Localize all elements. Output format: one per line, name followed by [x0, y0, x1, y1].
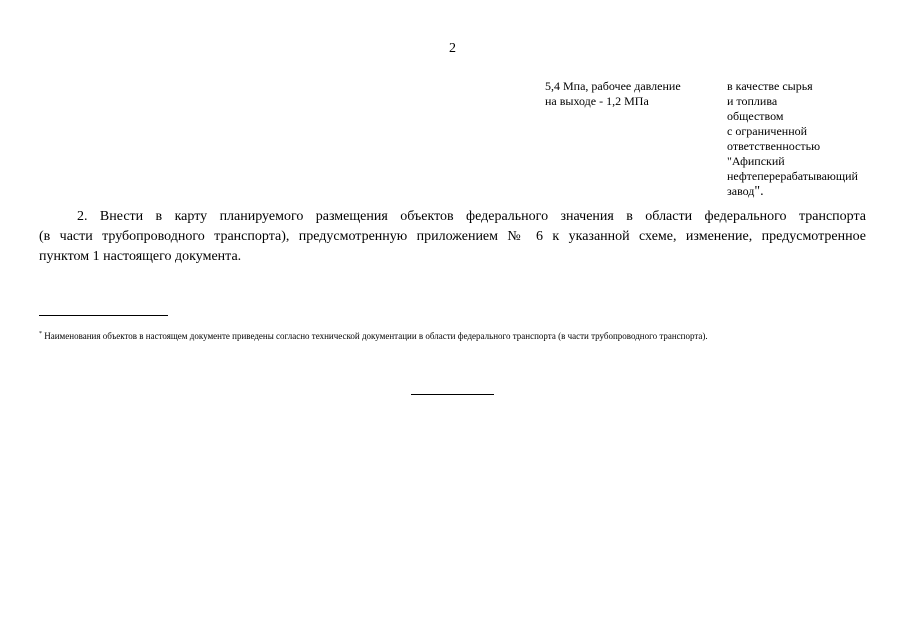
supplier-line: и топлива	[727, 94, 778, 108]
paragraph-line: (в части трубопроводного транспорта), предусмотренную приложением № 6 к указанной схеме, изменение, предусмотренное	[39, 229, 866, 244]
pressure-cell	[545, 79, 681, 109]
paragraph-line: 2. Внести в карту планируемого размещения объектов федерального значения в области федерального транспорта	[77, 209, 866, 224]
paragraph-line: пунктом 1 настоящего документа.	[39, 249, 242, 264]
footnote-separator	[39, 315, 168, 316]
supplier-line: "Афипский	[727, 154, 785, 168]
footnote-marker: *	[39, 331, 42, 337]
footnote	[39, 330, 708, 342]
supplier-line: ответственностью	[727, 139, 821, 153]
amendment-paragraph	[39, 207, 866, 267]
supplier-line: обществом	[727, 109, 784, 123]
supplier-line: завод	[727, 184, 755, 198]
supplier-line: в качестве сырья	[727, 79, 813, 93]
end-of-document-rule	[411, 394, 494, 395]
supplier-cell	[727, 79, 858, 199]
supplier-line: с ограниченной	[727, 124, 808, 138]
supplier-closing-quote: ".	[754, 184, 764, 199]
pressure-line: 5,4 Мпа, рабочее давление	[545, 79, 681, 93]
footnote-text: Наименования объектов в настоящем документе приведены согласно технической документации в области федерального транспорта (в части трубопроводного транспорта).	[44, 331, 708, 341]
supplier-last-line	[727, 184, 858, 199]
page-number: 2	[449, 41, 456, 56]
supplier-line: нефтеперерабатывающий	[727, 169, 858, 183]
pressure-line: на выходе - 1,2 МПа	[545, 94, 649, 108]
